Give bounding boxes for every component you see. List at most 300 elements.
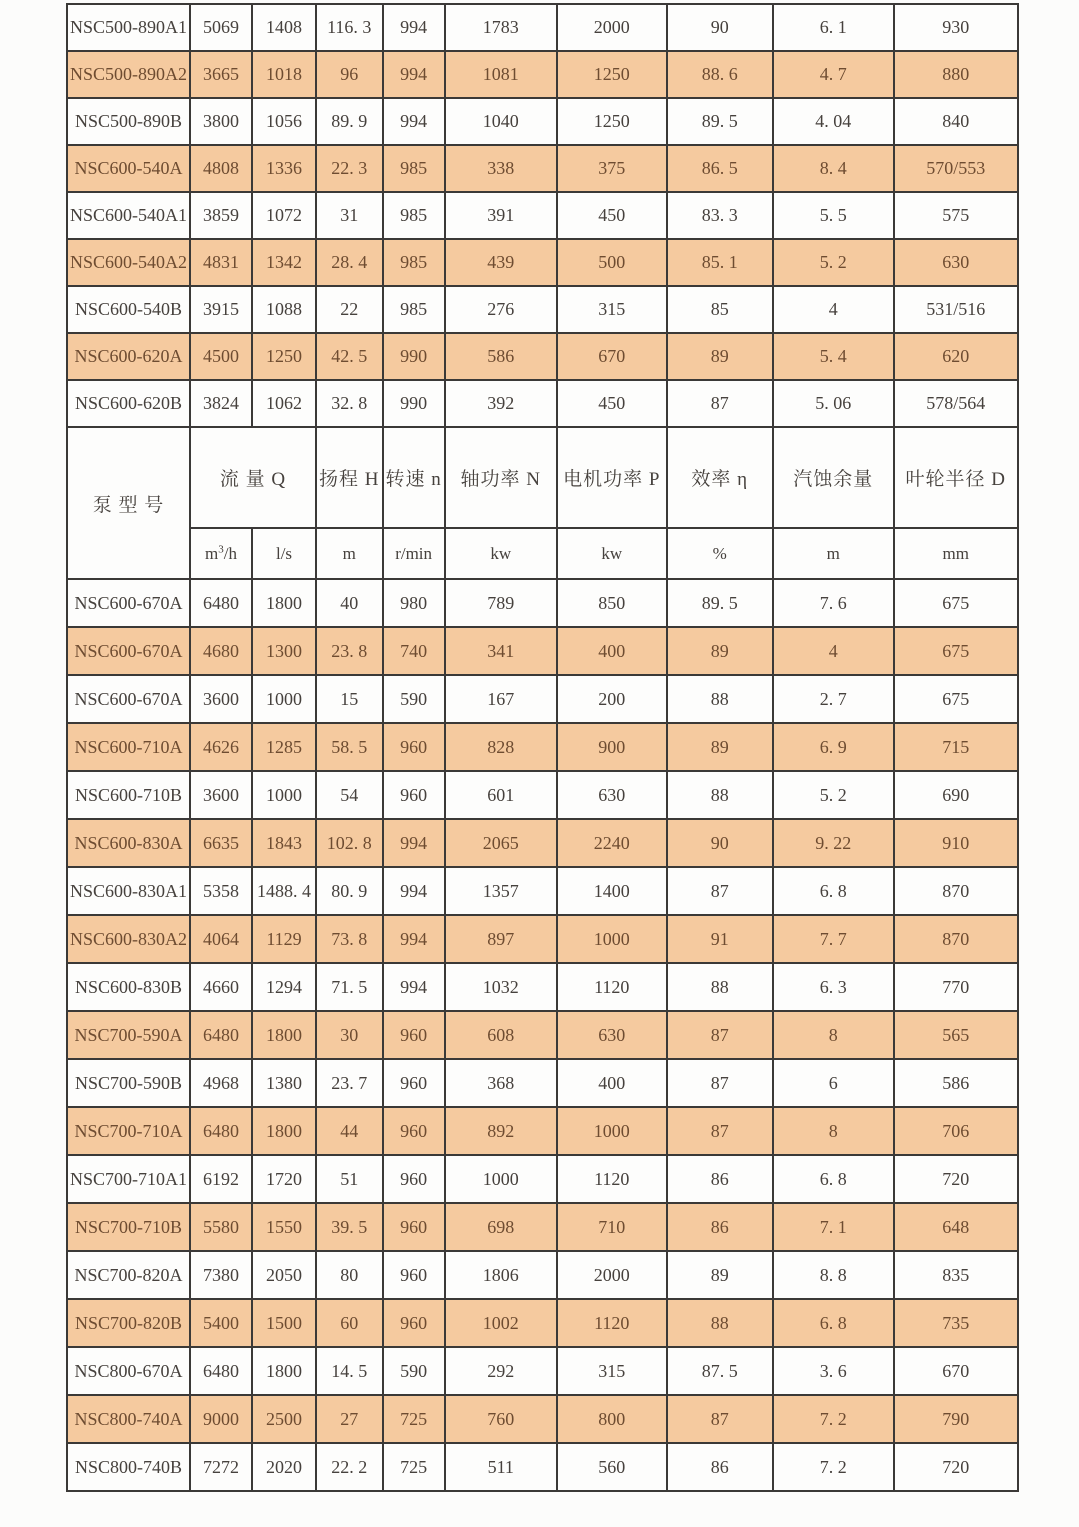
table-row xyxy=(67,1203,1018,1251)
value-cell: 1342 xyxy=(252,239,316,286)
value-cell: 675 xyxy=(894,627,1018,675)
value-cell: 675 xyxy=(894,579,1018,627)
value-cell: 2065 xyxy=(445,819,557,867)
value-cell: 675 xyxy=(894,675,1018,723)
pump-model-cell: NSC600-540A xyxy=(67,145,190,192)
value-cell: 725 xyxy=(383,1395,445,1443)
value-cell: 83. 3 xyxy=(667,192,773,239)
value-cell: 4660 xyxy=(190,963,252,1011)
pump-model-cell: NSC500-890A1 xyxy=(67,4,190,51)
value-cell: 44 xyxy=(316,1107,382,1155)
value-cell: 8 xyxy=(773,1011,894,1059)
value-cell: 28. 4 xyxy=(316,239,382,286)
value-cell: 1000 xyxy=(252,675,316,723)
value-cell: 570/553 xyxy=(894,145,1018,192)
unit-head: m xyxy=(316,528,382,579)
value-cell: 985 xyxy=(383,192,445,239)
value-cell: 994 xyxy=(383,915,445,963)
pump-model-cell: NSC600-830A2 xyxy=(67,915,190,963)
value-cell: 1062 xyxy=(252,380,316,427)
unit-flow-ls: l/s xyxy=(252,528,316,579)
pump-model-cell: NSC700-710A xyxy=(67,1107,190,1155)
value-cell: 1000 xyxy=(445,1155,557,1203)
value-cell: 89. 9 xyxy=(316,98,382,145)
value-cell: 4680 xyxy=(190,627,252,675)
pump-model-cell: NSC500-890A2 xyxy=(67,51,190,98)
value-cell: 89 xyxy=(667,723,773,771)
value-cell: 276 xyxy=(445,286,557,333)
value-cell: 87 xyxy=(667,1059,773,1107)
value-cell: 586 xyxy=(445,333,557,380)
value-cell: 960 xyxy=(383,1299,445,1347)
value-cell: 22. 3 xyxy=(316,145,382,192)
value-cell: 5. 2 xyxy=(773,771,894,819)
value-cell: 7. 2 xyxy=(773,1395,894,1443)
value-cell: 5. 2 xyxy=(773,239,894,286)
value-cell: 960 xyxy=(383,723,445,771)
value-cell: 30 xyxy=(316,1011,382,1059)
table-row xyxy=(67,579,1018,627)
value-cell: 338 xyxy=(445,145,557,192)
value-cell: 1088 xyxy=(252,286,316,333)
value-cell: 985 xyxy=(383,145,445,192)
table-section-top xyxy=(67,4,1018,427)
value-cell: 630 xyxy=(557,771,667,819)
value-cell: 5. 5 xyxy=(773,192,894,239)
value-cell: 565 xyxy=(894,1011,1018,1059)
value-cell: 828 xyxy=(445,723,557,771)
table-row xyxy=(67,1347,1018,1395)
value-cell: 980 xyxy=(383,579,445,627)
value-cell: 7. 1 xyxy=(773,1203,894,1251)
value-cell: 27 xyxy=(316,1395,382,1443)
value-cell: 960 xyxy=(383,1203,445,1251)
value-cell: 6480 xyxy=(190,1011,252,1059)
value-cell: 990 xyxy=(383,333,445,380)
pump-model-cell: NSC500-890B xyxy=(67,98,190,145)
value-cell: 54 xyxy=(316,771,382,819)
table-row xyxy=(67,333,1018,380)
unit-efficiency: % xyxy=(667,528,773,579)
value-cell: 720 xyxy=(894,1155,1018,1203)
value-cell: 2500 xyxy=(252,1395,316,1443)
value-cell: 341 xyxy=(445,627,557,675)
value-cell: 670 xyxy=(557,333,667,380)
value-cell: 85. 1 xyxy=(667,239,773,286)
value-cell: 1072 xyxy=(252,192,316,239)
value-cell: 1129 xyxy=(252,915,316,963)
value-cell: 89. 5 xyxy=(667,98,773,145)
value-cell: 89 xyxy=(667,333,773,380)
value-cell: 1120 xyxy=(557,963,667,1011)
value-cell: 4968 xyxy=(190,1059,252,1107)
value-cell: 6480 xyxy=(190,579,252,627)
pump-model-cell: NSC600-710B xyxy=(67,771,190,819)
pump-model-cell: NSC600-670A xyxy=(67,675,190,723)
value-cell: 90 xyxy=(667,4,773,51)
value-cell: 840 xyxy=(894,98,1018,145)
value-cell: 725 xyxy=(383,1443,445,1491)
header-shaft-power: 轴功率 N xyxy=(445,427,557,528)
value-cell: 994 xyxy=(383,51,445,98)
value-cell: 1800 xyxy=(252,1107,316,1155)
value-cell: 1250 xyxy=(557,98,667,145)
value-cell: 960 xyxy=(383,1011,445,1059)
value-cell: 3665 xyxy=(190,51,252,98)
value-cell: 790 xyxy=(894,1395,1018,1443)
value-cell: 88 xyxy=(667,1299,773,1347)
value-cell: 450 xyxy=(557,380,667,427)
value-cell: 850 xyxy=(557,579,667,627)
table-row xyxy=(67,867,1018,915)
value-cell: 698 xyxy=(445,1203,557,1251)
value-cell: 800 xyxy=(557,1395,667,1443)
value-cell: 368 xyxy=(445,1059,557,1107)
value-cell: 3859 xyxy=(190,192,252,239)
pump-spec-table xyxy=(66,3,1019,1492)
value-cell: 1800 xyxy=(252,1011,316,1059)
value-cell: 1357 xyxy=(445,867,557,915)
pump-model-cell: NSC800-740A xyxy=(67,1395,190,1443)
value-cell: 608 xyxy=(445,1011,557,1059)
value-cell: 96 xyxy=(316,51,382,98)
value-cell: 960 xyxy=(383,771,445,819)
table-row xyxy=(67,1011,1018,1059)
value-cell: 1120 xyxy=(557,1299,667,1347)
value-cell: 590 xyxy=(383,1347,445,1395)
value-cell: 102. 8 xyxy=(316,819,382,867)
value-cell: 22 xyxy=(316,286,382,333)
value-cell: 4831 xyxy=(190,239,252,286)
table-row xyxy=(67,51,1018,98)
value-cell: 1408 xyxy=(252,4,316,51)
pump-model-cell: NSC700-590B xyxy=(67,1059,190,1107)
value-cell: 40 xyxy=(316,579,382,627)
value-cell: 690 xyxy=(894,771,1018,819)
value-cell: 6. 8 xyxy=(773,867,894,915)
unit-shaft-power: kw xyxy=(445,528,557,579)
table-row xyxy=(67,819,1018,867)
table-row xyxy=(67,192,1018,239)
value-cell: 60 xyxy=(316,1299,382,1347)
table-row xyxy=(67,771,1018,819)
value-cell: 601 xyxy=(445,771,557,819)
value-cell: 985 xyxy=(383,239,445,286)
value-cell: 22. 2 xyxy=(316,1443,382,1491)
value-cell: 6 xyxy=(773,1059,894,1107)
pump-model-cell: NSC600-670A xyxy=(67,579,190,627)
value-cell: 1120 xyxy=(557,1155,667,1203)
value-cell: 1056 xyxy=(252,98,316,145)
unit-impeller-radius: mm xyxy=(894,528,1018,579)
value-cell: 58. 5 xyxy=(316,723,382,771)
value-cell: 439 xyxy=(445,239,557,286)
value-cell: 8 xyxy=(773,1107,894,1155)
table-row xyxy=(67,675,1018,723)
value-cell: 87 xyxy=(667,867,773,915)
value-cell: 5358 xyxy=(190,867,252,915)
value-cell: 3600 xyxy=(190,771,252,819)
value-cell: 86 xyxy=(667,1443,773,1491)
value-cell: 80 xyxy=(316,1251,382,1299)
value-cell: 9. 22 xyxy=(773,819,894,867)
header-speed: 转速 n xyxy=(383,427,445,528)
value-cell: 835 xyxy=(894,1251,1018,1299)
header-npsh: 汽蚀余量 xyxy=(773,427,894,528)
value-cell: 5069 xyxy=(190,4,252,51)
value-cell: 6635 xyxy=(190,819,252,867)
value-cell: 1040 xyxy=(445,98,557,145)
value-cell: 1500 xyxy=(252,1299,316,1347)
table-row xyxy=(67,1251,1018,1299)
value-cell: 88. 6 xyxy=(667,51,773,98)
value-cell: 930 xyxy=(894,4,1018,51)
value-cell: 87 xyxy=(667,1107,773,1155)
header-efficiency: 效率 η xyxy=(667,427,773,528)
value-cell: 5. 06 xyxy=(773,380,894,427)
value-cell: 960 xyxy=(383,1107,445,1155)
value-cell: 88 xyxy=(667,963,773,1011)
value-cell: 400 xyxy=(557,627,667,675)
value-cell: 1550 xyxy=(252,1203,316,1251)
value-cell: 1002 xyxy=(445,1299,557,1347)
pump-model-cell: NSC600-540A2 xyxy=(67,239,190,286)
value-cell: 2000 xyxy=(557,4,667,51)
table-row xyxy=(67,145,1018,192)
pump-model-cell: NSC600-670A xyxy=(67,627,190,675)
value-cell: 1294 xyxy=(252,963,316,1011)
value-cell: 292 xyxy=(445,1347,557,1395)
value-cell: 6192 xyxy=(190,1155,252,1203)
pump-model-cell: NSC600-540B xyxy=(67,286,190,333)
value-cell: 1488. 4 xyxy=(252,867,316,915)
value-cell: 1720 xyxy=(252,1155,316,1203)
value-cell: 391 xyxy=(445,192,557,239)
value-cell: 985 xyxy=(383,286,445,333)
value-cell: 1285 xyxy=(252,723,316,771)
value-cell: 89 xyxy=(667,1251,773,1299)
value-cell: 1380 xyxy=(252,1059,316,1107)
value-cell: 630 xyxy=(557,1011,667,1059)
value-cell: 31 xyxy=(316,192,382,239)
pump-model-cell: NSC600-830A xyxy=(67,819,190,867)
value-cell: 4808 xyxy=(190,145,252,192)
value-cell: 450 xyxy=(557,192,667,239)
value-cell: 1000 xyxy=(557,1107,667,1155)
value-cell: 994 xyxy=(383,819,445,867)
pump-model-cell: NSC600-830A1 xyxy=(67,867,190,915)
value-cell: 6. 9 xyxy=(773,723,894,771)
value-cell: 789 xyxy=(445,579,557,627)
value-cell: 1806 xyxy=(445,1251,557,1299)
pump-model-cell: NSC700-710A1 xyxy=(67,1155,190,1203)
value-cell: 511 xyxy=(445,1443,557,1491)
pump-model-cell: NSC700-820B xyxy=(67,1299,190,1347)
value-cell: 14. 5 xyxy=(316,1347,382,1395)
value-cell: 7. 6 xyxy=(773,579,894,627)
table-header-band xyxy=(67,427,1018,579)
value-cell: 8. 4 xyxy=(773,145,894,192)
value-cell: 51 xyxy=(316,1155,382,1203)
header-motor-power: 电机功率 P xyxy=(557,427,667,528)
value-cell: 1250 xyxy=(252,333,316,380)
value-cell: 2240 xyxy=(557,819,667,867)
value-cell: 560 xyxy=(557,1443,667,1491)
value-cell: 1000 xyxy=(252,771,316,819)
value-cell: 32. 8 xyxy=(316,380,382,427)
table-row xyxy=(67,963,1018,1011)
value-cell: 89 xyxy=(667,627,773,675)
value-cell: 73. 8 xyxy=(316,915,382,963)
value-cell: 670 xyxy=(894,1347,1018,1395)
value-cell: 116. 3 xyxy=(316,4,382,51)
header-head: 扬程 H xyxy=(316,427,382,528)
value-cell: 1336 xyxy=(252,145,316,192)
pump-model-cell: NSC800-670A xyxy=(67,1347,190,1395)
value-cell: 23. 7 xyxy=(316,1059,382,1107)
value-cell: 15 xyxy=(316,675,382,723)
value-cell: 1018 xyxy=(252,51,316,98)
value-cell: 392 xyxy=(445,380,557,427)
value-cell: 990 xyxy=(383,380,445,427)
value-cell: 5. 4 xyxy=(773,333,894,380)
value-cell: 892 xyxy=(445,1107,557,1155)
value-cell: 5400 xyxy=(190,1299,252,1347)
value-cell: 87 xyxy=(667,1395,773,1443)
value-cell: 740 xyxy=(383,627,445,675)
value-cell: 7. 2 xyxy=(773,1443,894,1491)
value-cell: 1000 xyxy=(557,915,667,963)
value-cell: 770 xyxy=(894,963,1018,1011)
value-cell: 910 xyxy=(894,819,1018,867)
value-cell: 706 xyxy=(894,1107,1018,1155)
value-cell: 3600 xyxy=(190,675,252,723)
value-cell: 87 xyxy=(667,1011,773,1059)
value-cell: 3824 xyxy=(190,380,252,427)
value-cell: 86 xyxy=(667,1203,773,1251)
value-cell: 2000 xyxy=(557,1251,667,1299)
table-row xyxy=(67,1443,1018,1491)
value-cell: 4626 xyxy=(190,723,252,771)
value-cell: 80. 9 xyxy=(316,867,382,915)
table-row xyxy=(67,380,1018,427)
value-cell: 6. 8 xyxy=(773,1299,894,1347)
value-cell: 870 xyxy=(894,915,1018,963)
value-cell: 3800 xyxy=(190,98,252,145)
value-cell: 89. 5 xyxy=(667,579,773,627)
pump-model-cell: NSC700-590A xyxy=(67,1011,190,1059)
value-cell: 4500 xyxy=(190,333,252,380)
header-row-units xyxy=(67,528,1018,579)
value-cell: 315 xyxy=(557,1347,667,1395)
value-cell: 7380 xyxy=(190,1251,252,1299)
value-cell: 720 xyxy=(894,1443,1018,1491)
value-cell: 1081 xyxy=(445,51,557,98)
value-cell: 90 xyxy=(667,819,773,867)
value-cell: 39. 5 xyxy=(316,1203,382,1251)
value-cell: 1783 xyxy=(445,4,557,51)
value-cell: 6. 3 xyxy=(773,963,894,1011)
table-row xyxy=(67,723,1018,771)
value-cell: 5580 xyxy=(190,1203,252,1251)
value-cell: 4 xyxy=(773,286,894,333)
value-cell: 6. 1 xyxy=(773,4,894,51)
value-cell: 531/516 xyxy=(894,286,1018,333)
value-cell: 590 xyxy=(383,675,445,723)
value-cell: 1300 xyxy=(252,627,316,675)
table-row xyxy=(67,1299,1018,1347)
table-row xyxy=(67,239,1018,286)
pump-model-cell: NSC600-620B xyxy=(67,380,190,427)
value-cell: 7272 xyxy=(190,1443,252,1491)
value-cell: 200 xyxy=(557,675,667,723)
value-cell: 1250 xyxy=(557,51,667,98)
value-cell: 960 xyxy=(383,1155,445,1203)
value-cell: 760 xyxy=(445,1395,557,1443)
value-cell: 167 xyxy=(445,675,557,723)
table-row xyxy=(67,1395,1018,1443)
value-cell: 3. 6 xyxy=(773,1347,894,1395)
value-cell: 994 xyxy=(383,963,445,1011)
value-cell: 87. 5 xyxy=(667,1347,773,1395)
value-cell: 2050 xyxy=(252,1251,316,1299)
pump-model-cell: NSC700-710B xyxy=(67,1203,190,1251)
value-cell: 960 xyxy=(383,1251,445,1299)
value-cell: 86 xyxy=(667,1155,773,1203)
pump-model-cell: NSC600-710A xyxy=(67,723,190,771)
value-cell: 715 xyxy=(894,723,1018,771)
value-cell: 648 xyxy=(894,1203,1018,1251)
pump-model-cell: NSC600-830B xyxy=(67,963,190,1011)
table-row xyxy=(67,1059,1018,1107)
value-cell: 994 xyxy=(383,4,445,51)
value-cell: 1843 xyxy=(252,819,316,867)
table-row xyxy=(67,286,1018,333)
value-cell: 994 xyxy=(383,867,445,915)
table-row xyxy=(67,627,1018,675)
value-cell: 4. 04 xyxy=(773,98,894,145)
table-row xyxy=(67,98,1018,145)
value-cell: 23. 8 xyxy=(316,627,382,675)
value-cell: 88 xyxy=(667,771,773,819)
value-cell: 42. 5 xyxy=(316,333,382,380)
table-section-bottom xyxy=(67,579,1018,1491)
value-cell: 315 xyxy=(557,286,667,333)
unit-speed: r/min xyxy=(383,528,445,579)
value-cell: 586 xyxy=(894,1059,1018,1107)
value-cell: 4 xyxy=(773,627,894,675)
table-row xyxy=(67,1155,1018,1203)
value-cell: 8. 8 xyxy=(773,1251,894,1299)
value-cell: 575 xyxy=(894,192,1018,239)
header-impeller-radius: 叶轮半径 D xyxy=(894,427,1018,528)
value-cell: 86. 5 xyxy=(667,145,773,192)
value-cell: 994 xyxy=(383,98,445,145)
value-cell: 870 xyxy=(894,867,1018,915)
value-cell: 91 xyxy=(667,915,773,963)
value-cell: 620 xyxy=(894,333,1018,380)
pump-model-cell: NSC700-820A xyxy=(67,1251,190,1299)
value-cell: 2. 7 xyxy=(773,675,894,723)
value-cell: 2020 xyxy=(252,1443,316,1491)
value-cell: 9000 xyxy=(190,1395,252,1443)
value-cell: 578/564 xyxy=(894,380,1018,427)
pump-model-cell: NSC600-540A1 xyxy=(67,192,190,239)
value-cell: 1032 xyxy=(445,963,557,1011)
value-cell: 4. 7 xyxy=(773,51,894,98)
header-flow: 流 量 Q xyxy=(190,427,316,528)
value-cell: 88 xyxy=(667,675,773,723)
